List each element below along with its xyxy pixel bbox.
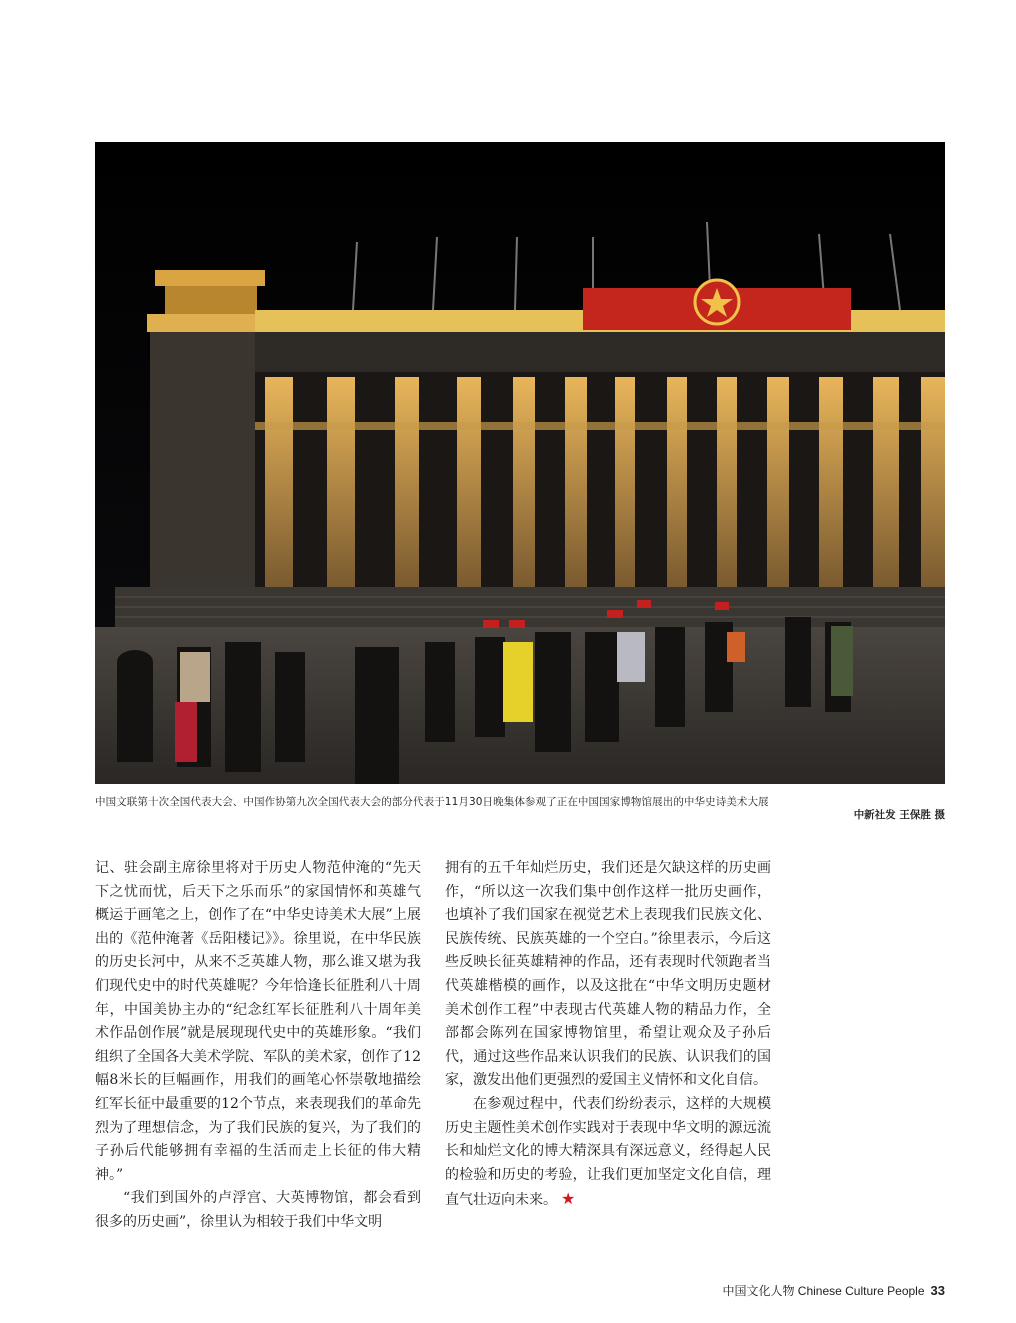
museum-night-photo-icon	[95, 142, 945, 784]
photo-caption: 中国文联第十次全国代表大会、中国作协第九次全国代表大会的部分代表于11月30日晚集体参观了正在中国国家博物馆展出的中华史诗美术大展	[95, 796, 769, 808]
paragraph: 记、驻会副主席徐里将对于历史人物范仲淹的“先天下之忧而忧，后天下之乐而乐”的家国情怀和英雄气概运于画笔之上，创作了在“中华史诗美术大展”上展出的《范仲淹著《岳阳楼记》》。徐里说，在中华民族的历史长河中，从来不乏英雄人物，那么谁又堪为我们现代史中的时代英雄呢？今年恰逢长征胜利八十周年，中国美协主办的“纪念红军长征胜利八十周年美术作品创作展”就是展现现代史中的英雄形象。“我们组织了全国各大美术学院、军队的美术家，创作了12幅8米长的巨幅画作，用我们的画笔心怀崇敬地描绘红军长征中最重要的12个节点，来表现我们的革命先烈为了理想信念，为了我们民族的复兴，为了我们的子孙后代能够拥有幸福的生活而走上长征的伟大精神。”	[95, 860, 421, 1183]
page-number: 33	[930, 1283, 945, 1298]
magazine-name: 中国文化人物 Chinese Culture People	[722, 1284, 925, 1298]
article-left-column	[95, 857, 421, 1235]
end-star-icon: ★	[561, 1189, 576, 1209]
paragraph: “我们到国外的卢浮宫、大英博物馆，都会看到很多的历史画”，徐里认为相较于我们中华文明	[95, 1190, 421, 1230]
museum-night-photo	[95, 142, 945, 784]
photo-credit: 中新社发 王保胜 摄	[853, 809, 945, 821]
paragraph-final	[445, 1093, 771, 1213]
paragraph-text: 在参观过程中，代表们纷纷表示，这样的大规模历史主题性美术创作实践对于表现中华文明的源远流长和灿烂文化的博大精深具有深远意义，经得起人民的检验和历史的考验，让我们更加坚定文化自信，理直气壮迈向未来。	[445, 1095, 771, 1209]
article-right-column	[445, 857, 771, 1213]
paragraph: 拥有的五千年灿烂历史，我们还是欠缺这样的历史画作，“所以这一次我们集中创作这样一批历史画作，也填补了我们国家在视觉艺术上表现我们民族文化、民族传统、民族英雄的一个空白。”徐里表示，今后这些反映长征英雄精神的作品，还有表现时代领跑者当代英雄楷模的画作，以及这批在“中华文明历史题材美术创作工程”中表现古代英雄人物的精品力作，全部都会陈列在国家博物馆里，希望让观众及子孙后代，通过这些作品来认识我们的民族、认识我们的国家，激发出他们更强烈的爱国主义情怀和文化自信。	[445, 860, 771, 1089]
page-footer	[722, 1282, 945, 1299]
